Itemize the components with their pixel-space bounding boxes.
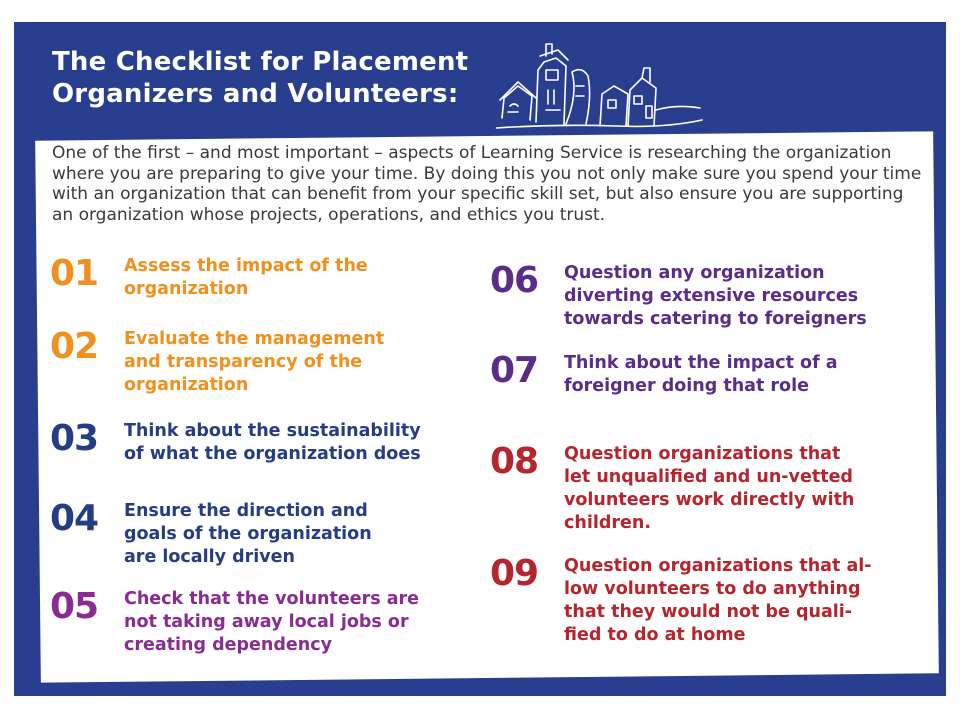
item-text: Think about the sustainability of what the organization does [124, 421, 421, 464]
item-text: Ensure the direction and goals of the organization are locally driven [124, 501, 372, 567]
title-line-1: The Checklist for Placement [52, 47, 469, 77]
item-number: 06 [490, 260, 539, 301]
page-title [52, 46, 468, 110]
item-text: Question any organization diverting extensive resources towards catering to foreigners [564, 263, 867, 329]
intro-paragraph: One of the first – and most important – aspects of Learning Service is researching the organization where you are preparing to give your time. By doing this you not only make sure you spend your time with an organization that can benefit from your specific skill set, but also ensure you are supporting an organization whose projects, operations, and ethics you trust. [52, 143, 922, 225]
item-text: Evaluate the management and transparency of the organization [124, 329, 385, 395]
item-text: Check that the volunteers are not taking away local jobs or creating dependency [124, 589, 420, 655]
item-text: Assess the impact of the organization [124, 256, 368, 299]
houses-illustration [496, 40, 706, 132]
item-number: 01 [50, 253, 99, 294]
item-text: Question organizations that let unqualified and un-vetted volunteers work directly with children. [564, 444, 855, 533]
item-number: 08 [490, 441, 539, 482]
item-text: Question organizations that al- low volunteers to do anything that they would not be quali- fied to do at home [564, 556, 872, 645]
item-number: 07 [490, 350, 539, 391]
item-text: Think about the impact of a foreigner doing that role [564, 353, 838, 396]
title-line-2: Organizers and Volunteers: [52, 79, 459, 109]
item-number: 03 [50, 418, 99, 459]
item-number: 09 [490, 553, 539, 594]
item-number: 05 [50, 586, 99, 627]
item-number: 04 [50, 498, 99, 539]
item-number: 02 [50, 326, 99, 367]
